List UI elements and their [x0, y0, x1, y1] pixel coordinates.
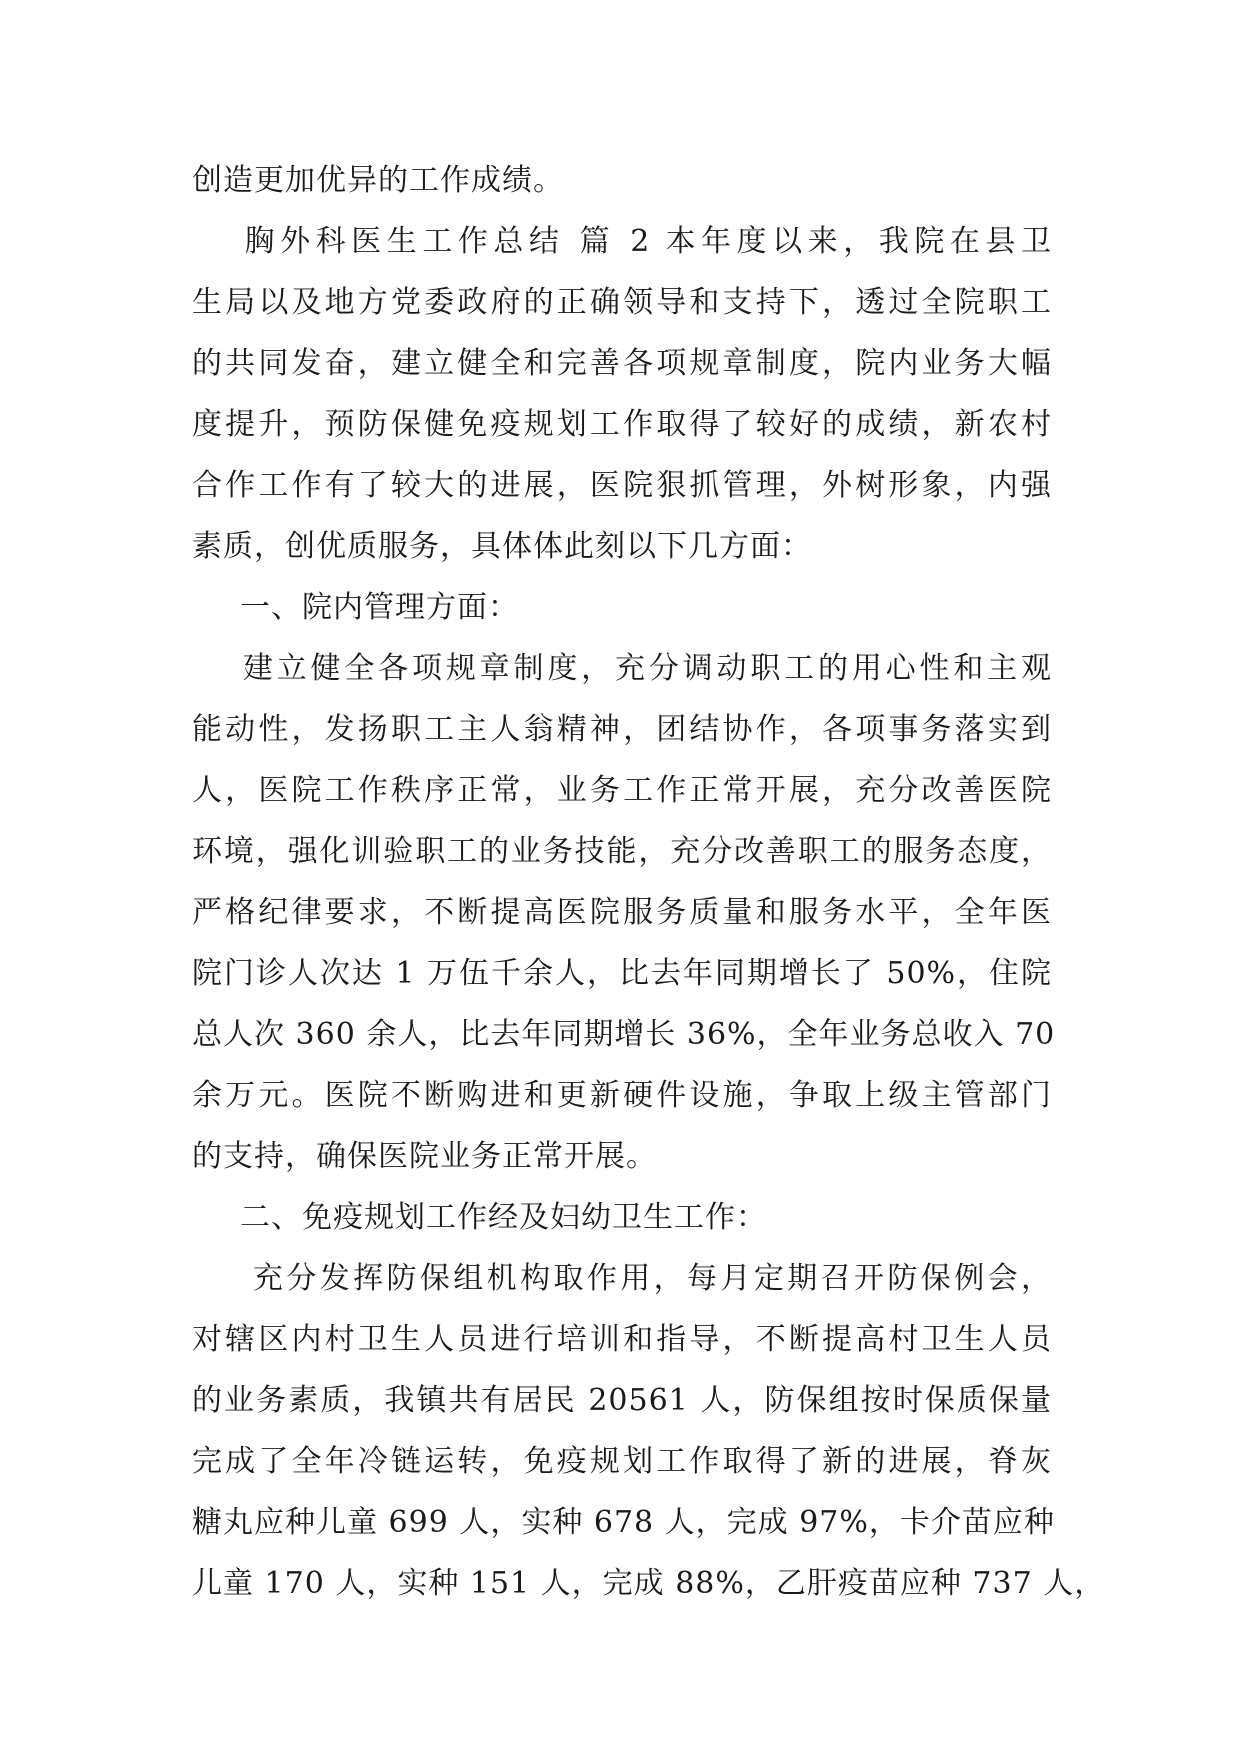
text-line: [192, 760, 1052, 821]
line-text: 合作工作有了较大的进展，医院狠抓管理，外树形象，内强: [192, 468, 1052, 503]
line-text: 的共同发奋，建立健全和完善各项规章制度，院内业务大幅: [192, 346, 1052, 381]
text-line: [192, 1187, 1052, 1248]
text-line: [192, 333, 1052, 394]
line-text: 创造更加优异的工作成绩。: [192, 163, 564, 198]
line-text: 的支持，确保医院业务正常开展。: [192, 1139, 657, 1174]
line-text: 充分发挥防保组机构取作用，每月定期召开防保例会，: [240, 1261, 1052, 1296]
line-text: 建立健全各项规章制度，充分调动职工的用心性和主观: [240, 651, 1052, 686]
line-text: 生局以及地方党委政府的正确领导和支持下，透过全院职工: [192, 285, 1052, 320]
text-line: [192, 1126, 1052, 1187]
text-line: [192, 1309, 1052, 1370]
line-text: 完成了全年冷链运转，免疫规划工作取得了新的进展，脊灰: [192, 1444, 1052, 1479]
line-text: 院门诊人次达 1 万伍千余人，比去年同期增长了 50%，住院: [192, 956, 1052, 991]
text-line: [192, 1431, 1052, 1492]
line-text: 二、免疫规划工作经及妇幼卫生工作：: [240, 1200, 767, 1235]
text-line: [192, 455, 1052, 516]
line-text: 糖丸应种儿童 699 人，实种 678 人，完成 97%，卡介苗应种: [192, 1505, 1055, 1540]
line-text: 严格纪律要求，不断提高医院服务质量和服务水平，全年医: [192, 895, 1052, 930]
document-body: [192, 150, 1106, 1614]
line-text: 胸外科医生工作总结 篇 2 本年度以来，我院在县卫: [240, 224, 1052, 259]
text-line: [192, 1248, 1052, 1309]
line-text: 度提升，预防保健免疫规划工作取得了较好的成绩，新农村: [192, 407, 1052, 442]
text-line: [192, 1370, 1052, 1431]
text-line: [192, 943, 1052, 1004]
text-line: [192, 821, 1052, 882]
line-text: 能动性，发扬职工主人翁精神，团结协作，各项事务落实到: [192, 712, 1052, 747]
text-line: [192, 1553, 1106, 1614]
text-line: [192, 882, 1052, 943]
line-text: 一、院内管理方面：: [240, 590, 519, 625]
line-text: 儿童 170 人，实种 151 人，完成 88%，乙肝疫苗应种 737 人，: [192, 1566, 1106, 1601]
line-text: 环境，强化训验职工的业务技能，充分改善职工的服务态度，: [192, 834, 1052, 869]
line-text: 总人次 360 余人，比去年同期增长 36%，全年业务总收入 70: [192, 1017, 1056, 1052]
text-line: [192, 150, 1052, 211]
text-line: [192, 638, 1052, 699]
line-text: 对辖区内村卫生人员进行培训和指导，不断提高村卫生人员: [192, 1322, 1052, 1357]
line-text: 的业务素质，我镇共有居民 20561 人，防保组按时保质保量: [192, 1383, 1052, 1418]
text-line: [192, 577, 1052, 638]
text-line: [192, 211, 1052, 272]
text-line: [192, 394, 1052, 455]
text-line: [192, 1065, 1052, 1126]
text-line: [192, 1004, 1056, 1065]
line-text: 余万元。医院不断购进和更新硬件设施，争取上级主管部门: [192, 1078, 1052, 1113]
text-line: [192, 272, 1052, 333]
line-text: 素质，创优质服务，具体体此刻以下几方面：: [192, 529, 812, 564]
line-text: 人，医院工作秩序正常，业务工作正常开展，充分改善医院: [192, 773, 1052, 808]
text-line: [192, 516, 1052, 577]
text-line: [192, 699, 1052, 760]
text-line: [192, 1492, 1055, 1553]
